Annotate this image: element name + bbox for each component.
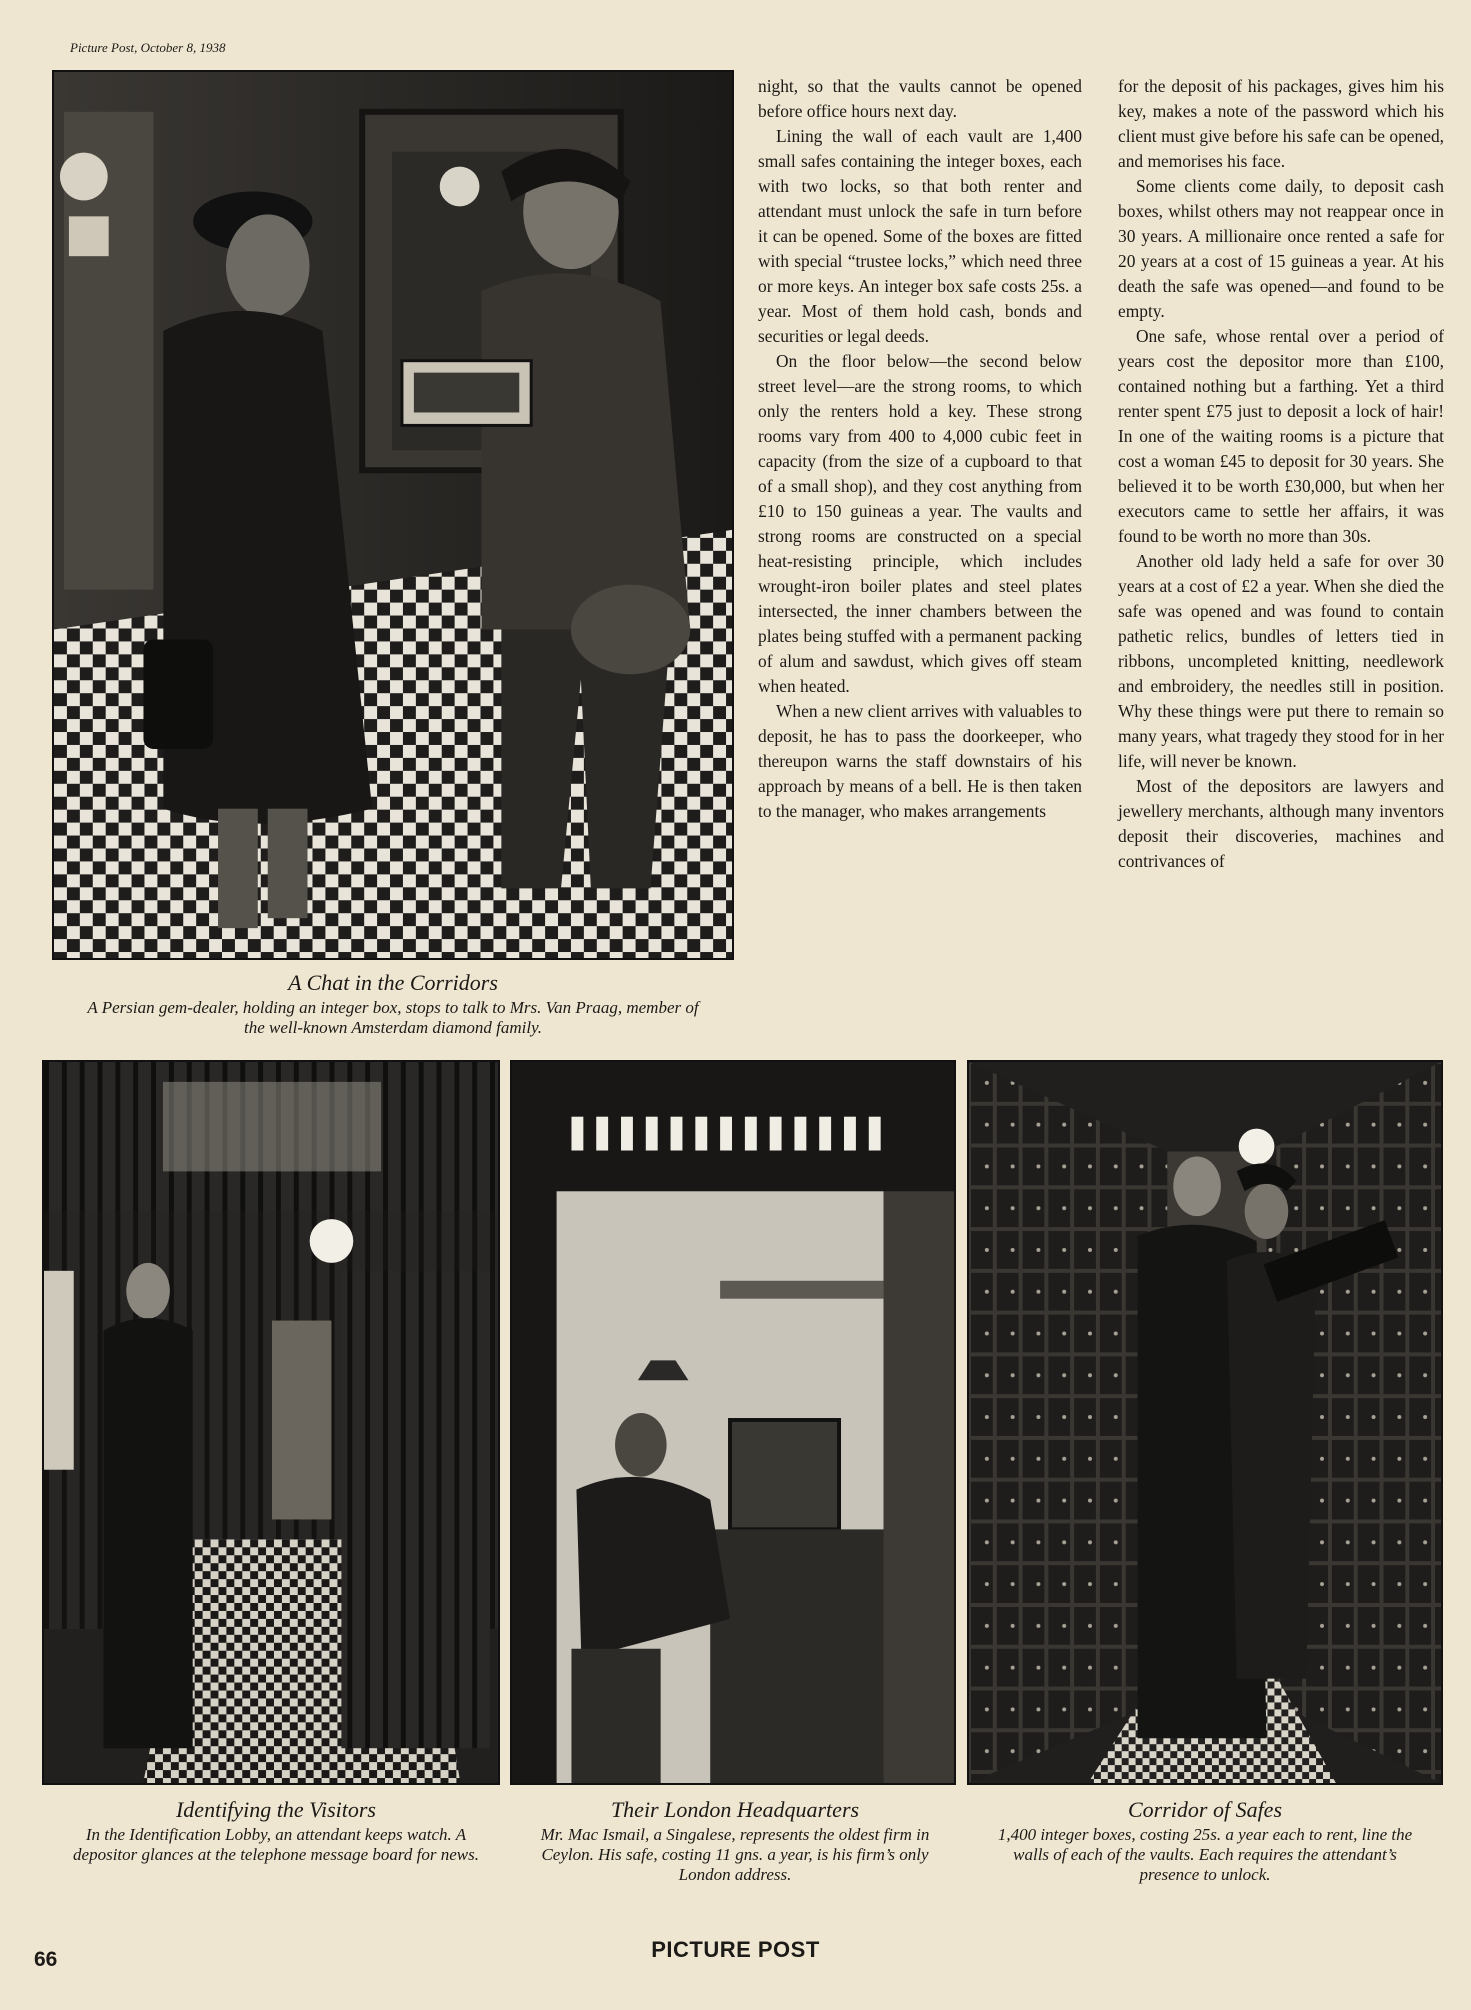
main-photo-title: A Chat in the Corridors <box>288 970 498 995</box>
article-paragraph: One safe, whose rental over a period of years cost the depositor more than £100, contained nothing but a farthing. Yet a third renter spent £75 just to deposit a lock of hair! In one of the waiting rooms is a picture that cost a woman £45 to deposit for 30 years. She believed it to be worth £30,000, but when her executors came to settle her affairs, it was found to be worth no more than 30s. <box>1118 326 1444 546</box>
photo-2-title: Their London Headquarters <box>610 1797 860 1822</box>
photo-london-headquarters <box>510 1060 956 1785</box>
photo-corridor-of-safes <box>967 1060 1443 1785</box>
photo-1-title: Identifying the Visitors <box>175 1797 376 1822</box>
article-paragraph: for the deposit of his packages, gives him his key, makes a note of the password which his client must give before his safe can be opened, and memorises his face. <box>1118 76 1444 171</box>
photo-identification-lobby <box>42 1060 500 1785</box>
article-paragraph: Lining the wall of each vault are 1,400 small safes containing the integer boxes, each with two locks, so that both renter and attendant must unlock the safe in turn before it can be opened. Some of the boxes are fitted with special “trustee locks,” which need three or more keys. An integer box safe costs 25s. a year. Most of them hold cash, bonds and securities or legal deeds. <box>758 126 1082 346</box>
running-head: Picture Post, October 8, 1938 <box>70 40 226 55</box>
photo-3-title: Corridor of Safes <box>1127 1797 1283 1822</box>
article-paragraph: Most of the depositors are lawyers and jewellery merchants, although many inventors deposit their discoveries, machines and contrivances of <box>1118 776 1444 871</box>
masthead: PICTURE POST <box>651 1937 820 1962</box>
photo-chat-in-corridors <box>52 70 734 960</box>
article-paragraph: Some clients come daily, to deposit cash boxes, whilst others may not reappear once in 30 years. A millionaire once rented a safe for 20 years at a cost of 15 guineas a year. At his death the safe was opened—and found to be empty. <box>1118 176 1444 321</box>
article-paragraph: When a new client arrives with valuables to deposit, he has to pass the doorkeeper, who thereupon warns the staff downstairs of his approach by means of a bell. He is then taken to the manager, who makes arrangements <box>758 701 1082 821</box>
article-paragraph: Another old lady held a safe for over 30 years at a cost of £2 a year. When she died the safe was opened and was found to contain pathetic relics, bundles of letters tied in ribbons, uncompleted knitting, needlework and embroidery, the needles still in position. Why these things were put there to remain so many years, what tragedy they stood for in her life, will never be known. <box>1118 551 1444 771</box>
article-paragraph: night, so that the vaults cannot be opened before office hours next day. <box>758 76 1082 121</box>
article-column-2 <box>1118 74 1444 874</box>
article-column-1 <box>758 74 1082 824</box>
photo-3-caption: 1,400 integer boxes, costing 25s. a year each to rent, line the walls of each of the vaults. Each requires the attendant’s presence to unlock. <box>997 1825 1413 1884</box>
page-number: 66 <box>34 1948 58 1971</box>
photo-1-caption: In the Identification Lobby, an attendant keeps watch. A depositor glances at the telephone message board for news. <box>73 1825 479 1864</box>
main-photo-caption: A Persian gem-dealer, holding an integer box, stops to talk to Mrs. Van Praag, member of the well-known Amsterdam diamond family. <box>87 998 699 1037</box>
photo-2-caption: Mr. Mac Ismail, a Singalese, represents the oldest firm in Ceylon. His safe, costing 11 gns. a year, is his firm’s only London address. <box>540 1825 930 1884</box>
article-paragraph: On the floor below—the second below street level—are the strong rooms, to which only the renters hold a key. These strong rooms vary from 400 to 4,000 cubic feet in capacity (from the size of a cupboard to that of a small shop), and they cost anything from £10 to 150 guineas a year. The vaults and strong rooms are constructed on a special heat-resisting principle, which includes wrought-iron boiler plates and steel plates intersected, the inner chambers between the plates being stuffed with a permanent packing of alum and sawdust, which gives off steam when heated. <box>758 351 1082 696</box>
